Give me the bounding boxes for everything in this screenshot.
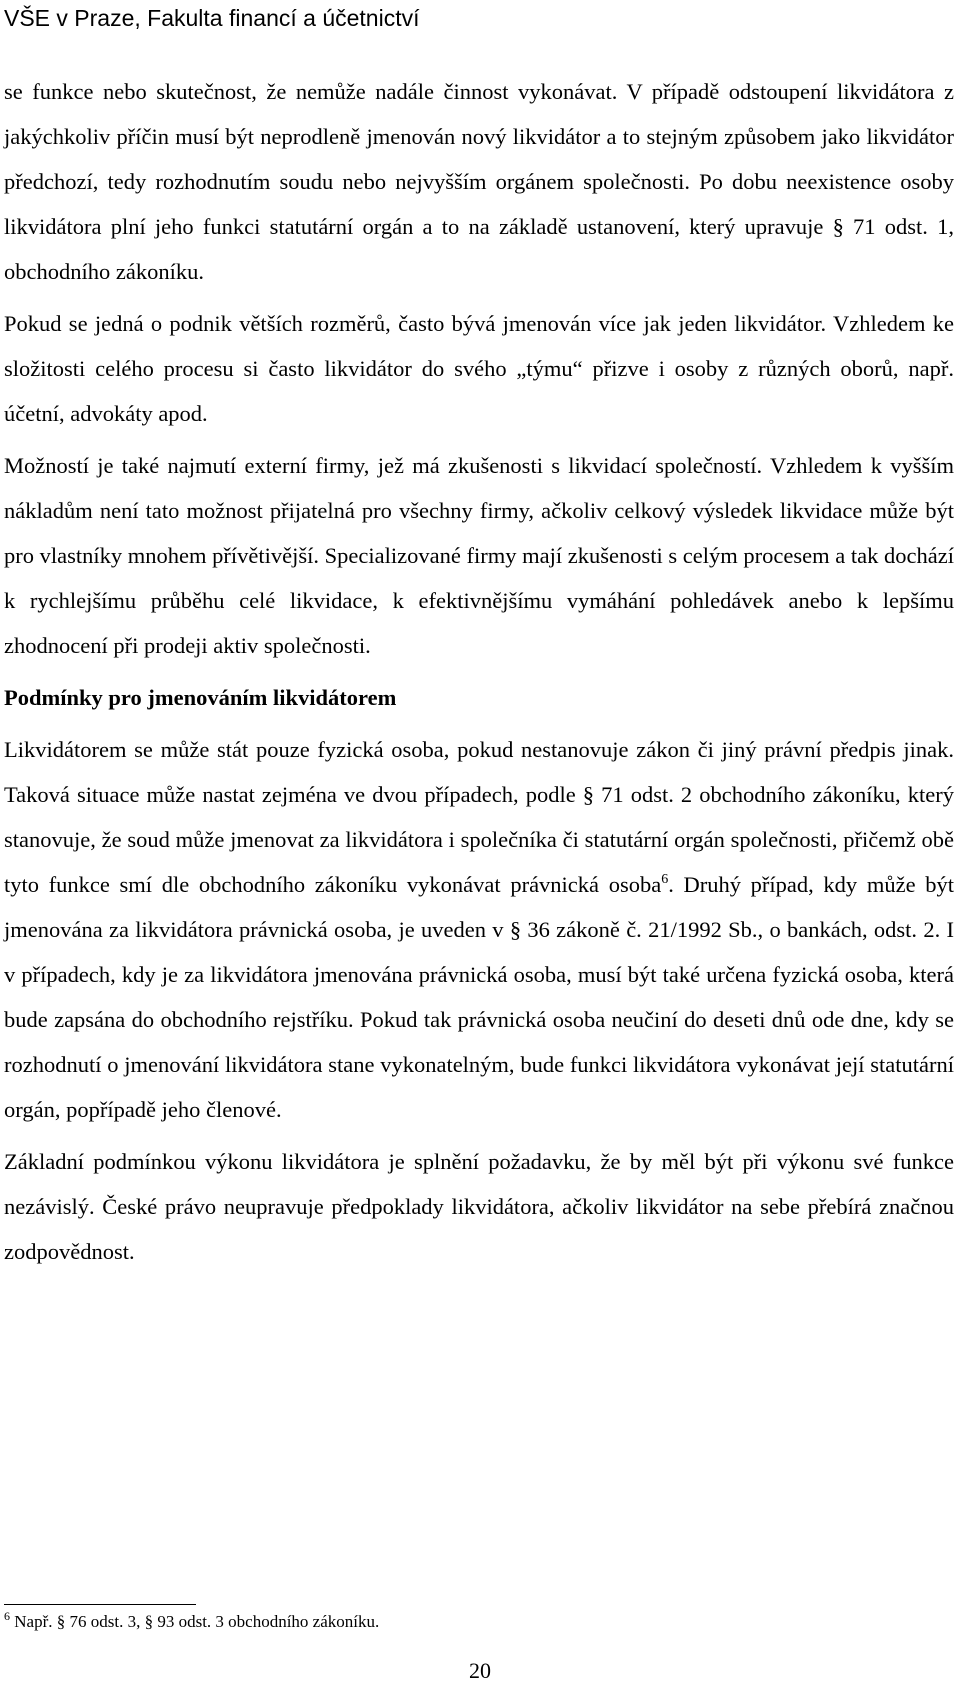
footnote-number: 6 xyxy=(4,1609,10,1623)
section-heading: Podmínky pro jmenováním likvidátorem xyxy=(4,685,397,710)
paragraph-external-firms: Možností je také najmutí externí firmy, jež má zkušenosti s likvidací společností. Vzhledem k vyšším nákladům není tato možnost přijatelná pro všechny firmy, ačkoliv celkový výsledek likvidace může být pro vlastníky mnohem přívětivější. Specializované firmy mají zkušenosti s celým procesem a tak dochází k rychlejšímu průběhu celé likvidace, k efektivnějšímu vymáhání pohledávek anebo k lepšímu zhodnocení při prodeji aktiv společnosti. xyxy=(4,453,954,658)
page-number: 20 xyxy=(469,1658,491,1683)
body-text xyxy=(4,69,954,1274)
footnote-separator xyxy=(4,1604,196,1605)
footnote xyxy=(4,1608,944,1636)
paragraph-conditions-part-2: . Druhý případ, kdy může být jmenována za likvidátora právnická osoba, je uveden v § 36 zákoně č. 21/1992 Sb., o bankách, odst. 2. I v případech, kdy je za likvidátora jmenována právnická osoba, musí být také určena fyzická osoba, která bude zapsána do obchodního rejstříku. Pokud tak právnická osoba neučiní do deseti dnů ode dne, kdy se rozhodnutí o jmenování likvidátora stane vykonatelným, bude funkci likvidátora vykonávat její statutární orgán, popřípadě jeho členové. xyxy=(4,872,954,1122)
paragraph-liquidator-replacement: se funkce nebo skutečnost, že nemůže nadále činnost vykonávat. V případě odstoupení likvidátora z jakýchkoliv příčin musí být neprodleně jmenován nový likvidátor a to stejným způsobem jako likvidátor předchozí, tedy rozhodnutím soudu nebo nejvyšším orgánem společnosti. Po dobu neexistence osoby likvidátora plní jeho funkci statutární orgán a to na základě ustanovení, který upravuje § 71 odst. 1, obchodního zákoníku. xyxy=(4,79,954,284)
paragraph-multiple-liquidators: Pokud se jedná o podnik větších rozměrů, často bývá jmenován více jak jeden likvidátor. Vzhledem ke složitosti celého procesu si často likvidátor do svého „týmu“ přizve i osoby z různých oborů, např. účetní, advokáty apod. xyxy=(4,311,954,426)
running-header: VŠE v Praze, Fakulta financí a účetnictví xyxy=(4,5,420,31)
footnote-text: Např. § 76 odst. 3, § 93 odst. 3 obchodního zákoníku. xyxy=(10,1612,380,1631)
footnote-reference[interactable]: 6 xyxy=(661,872,669,887)
paragraph-independence: Základní podmínkou výkonu likvidátora je splnění požadavku, že by měl být při výkonu své funkce nezávislý. České právo neupravuje předpoklady likvidátora, ačkoliv likvidátor na sebe přebírá značnou zodpovědnost. xyxy=(4,1149,954,1264)
paragraph-conditions xyxy=(4,727,954,1132)
paragraph-conditions-part-1: Likvidátorem se může stát pouze fyzická osoba, pokud nestanovuje zákon či jiný právní předpis jinak. Taková situace může nastat zejména ve dvou případech, podle § 71 odst. 2 obchodního zákoníku, který stanovuje, že soud může jmenovat za likvidátora i společníka či statutární orgán společnosti, přičemž obě tyto funkce smí dle obchodního zákoníku vykonávat právnická osoba xyxy=(4,737,954,897)
